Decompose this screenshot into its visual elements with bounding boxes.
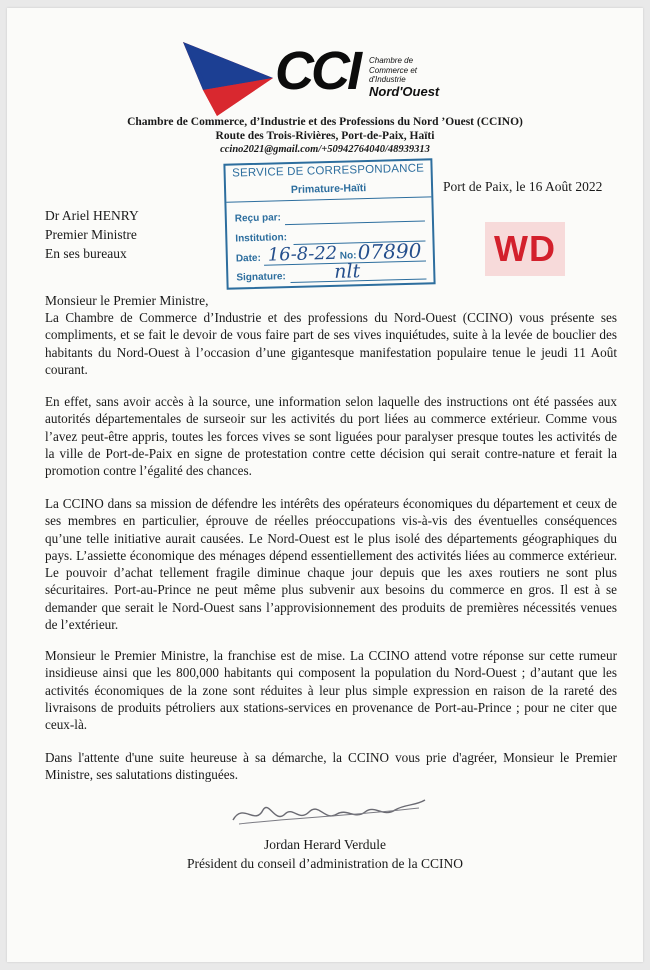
salutation: Monsieur le Premier Ministre, (45, 293, 209, 308)
recipient-title: Premier Ministre (45, 227, 137, 242)
stamp-title: SERVICE DE CORRESPONDANCE (231, 162, 425, 180)
recipient-location: En ses bureaux (45, 246, 127, 261)
stamp-header (225, 160, 431, 202)
logo-sub-line: Chambre de (369, 56, 414, 65)
logo-region: Nord'Ouest (369, 83, 440, 99)
stamp-no-label: No: (339, 250, 357, 262)
stamp-rule (285, 221, 425, 226)
org-contact: ccino2021@gmail.com/+50942764040/48939313 (220, 144, 430, 155)
stamp-handwritten-signature: nlt (333, 260, 361, 283)
recipient-name: Dr Ariel HENRY (45, 208, 139, 223)
correspondence-stamp (223, 158, 435, 289)
stamp-recu-par-label: Reçu par: (234, 212, 282, 225)
paragraph-5: Dans l'attente d'une suite heureuse à sa démarche, la CCINO vous prie d'agréer, Monsieur le Premier Ministre, ses salutations distinguées. (45, 750, 617, 783)
signer-name: Jordan Herard Verdule (264, 837, 386, 852)
paragraph-2: En effet, sans avoir accès à la source, une information selon laquelle des instructions ont été passées aux autorités départementales de surseoir sur les activités du port liées au commerce extérieur. Comme vous l’avez peut-être appris, toutes les forces vives se sont liguées pour paralyser presque toutes les activités de la ville de Port-de-Paix en signe de protestation contre cette décision qui serait contre-nature et ferait la promotion contre l’égalité des chances. (45, 394, 617, 479)
handwritten-signature-icon (229, 796, 429, 832)
stamp-handwritten-date: 16-8-22 (267, 242, 338, 266)
stamp-date-label: Date: (235, 252, 262, 265)
logo-text: CCI (275, 41, 359, 101)
stamp-handwritten-number: 07890 (357, 238, 422, 265)
cci-logo-icon (177, 34, 277, 116)
recipient-block (45, 206, 139, 263)
paragraph-1: La Chambre de Commerce d’Industrie et des professions du Nord-Ouest (CCINO) vous présente ses compliments, et se fait le devoir de vous faire part de ses vives inquiétudes, suite à la levée de bouclier des habitants du Nord-Ouest à l’occasion d’une gigantesque manifestation populaire tenue le jeudi 11 Août courant. (45, 310, 617, 377)
logo-subtitle (369, 56, 439, 99)
signer-title: Président du conseil d’administration de la CCINO (187, 856, 463, 871)
stamp-subtitle: Primature-Haïti (290, 182, 367, 196)
annotation-mark: WD (485, 222, 565, 276)
letter-date: Port de Paix, le 16 Août 2022 (443, 179, 603, 194)
org-address: Route des Trois-Rivières, Port-de-Paix, Haïti (215, 130, 435, 142)
paragraph-4: Monsieur le Premier Ministre, la franchise est de mise. La CCINO attend votre réponse sur cette rumeur insidieuse ainsi que les 800,000 habitants qui composent la population du Nord-Ouest ; d’autant que les activités économiques de la zone sont réduites à leur plus simple expression en raison de la rareté des livraisons de produits pétroliers aux stations-services en provenance de Port-au-Prince ; pour ne citer que ceux-là. (45, 648, 617, 733)
org-name: Chambre de Commerce, d’Industrie et des Professions du Nord ’Ouest (CCINO) (127, 116, 523, 128)
logo-sub-line: d'Industrie (369, 75, 406, 84)
stamp-signature-label: Signature: (236, 271, 286, 284)
stamp-institution-label: Institution: (235, 232, 288, 245)
letter-page (7, 8, 643, 962)
paragraph-3: La CCINO dans sa mission de défendre les intérêts des opérateurs économiques du département et ceux de ses membres en particulier, éprouve de réelles préoccupations vis-à-vis des éventuelles conséquences qu’une telle initiative aurait causées. Le Nord-Ouest est le plus isolé des départements géographiques du pays. L’assiette économique des ménages dépend essentiellement des activités liées au commerce extérieur. Le pouvoir d’achat tellement fragile diminue chaque jour depuis que les axes routiers ne sont plus sécuritaires. Port-au-Prince ne peut même plus subvenir aux besoins du commerce en gros. Il est à se demander que serait le Nord-Ouest sans l’approvisionnement des produits de premières nécessités venues de l’extérieur. (45, 496, 617, 633)
logo-sub-line: Commerce et (369, 65, 418, 75)
